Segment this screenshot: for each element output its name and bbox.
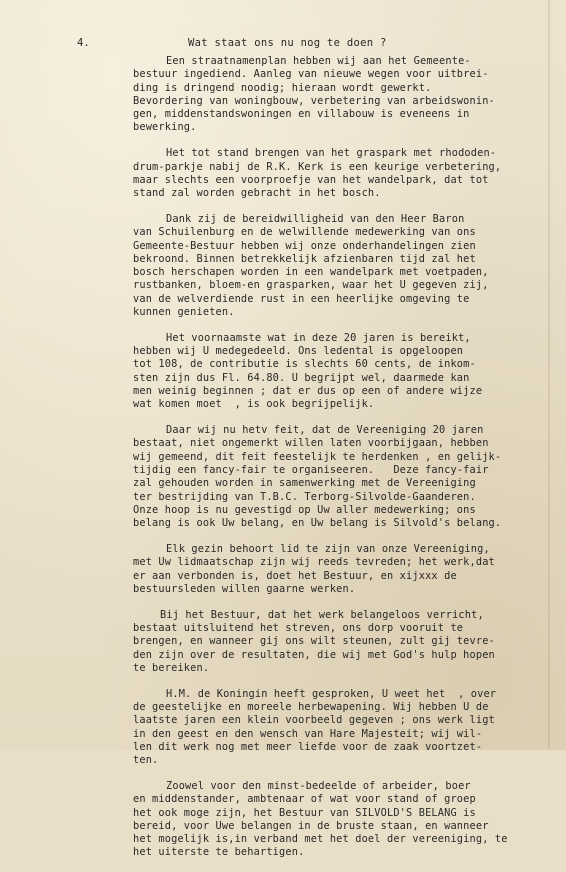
- text-line: wat komen moet , is ook begrijpelijk.: [133, 398, 375, 411]
- document-body: [133, 55, 553, 872]
- text-line: te bereiken.: [133, 661, 210, 674]
- paragraph: [133, 543, 553, 596]
- text-line: bestaat, niet ongemerkt willen laten voorbijgaan, hebben: [133, 437, 489, 450]
- text-line: er aan verbonden is, doet het Bestuur, en xijxxx de: [133, 569, 457, 582]
- text-line: het uiterste te behartigen.: [133, 846, 305, 859]
- paragraph: [133, 780, 553, 860]
- text-line: ten.: [133, 754, 159, 767]
- text-line: bosch herschapen worden in een wandelpark met voetpaden,: [133, 266, 489, 279]
- text-line: zal gehouden worden in samenwerking met de Vereeniging: [133, 477, 476, 490]
- text-line: stand zal worden gebracht in het bosch.: [133, 187, 381, 200]
- text-line: men weinig beginnen ; dat er dus op een of andere wijze: [133, 385, 483, 398]
- page-number: 4.: [77, 37, 90, 49]
- text-line: de geestelijke en moreele herbewapening. Wij hebben U de: [133, 700, 489, 713]
- text-line: hebben wij U medegedeeld. Ons ledental is opgeloopen: [133, 345, 464, 358]
- text-line: van de welverdiende rust in een heerlijke omgeving te: [133, 292, 470, 305]
- text-line: bewerking.: [133, 121, 197, 134]
- text-line: Het voornaamste wat in deze 20 jaren is bereikt,: [166, 331, 471, 344]
- text-line: bekroond. Binnen betrekkelijk afzienbaren tijd zal het: [133, 252, 476, 265]
- text-line: het mogelijk is,in verband met het doel der vereeniging, te: [133, 833, 508, 846]
- text-line: Dank zij de bereidwilligheid van den Heer Baron: [166, 212, 465, 225]
- text-line: Een straatnamenplan hebben wij aan het Gemeente-: [166, 55, 471, 67]
- text-line: laatste jaren een klein voorbeeld gegeven ; ons werk ligt: [133, 714, 495, 727]
- text-line: in den geest en den wensch van Hare Majesteit; wij wil-: [133, 727, 483, 740]
- text-line: het ook moge zijn, het Bestuur van SILVOLD'S BELANG is: [133, 806, 476, 819]
- text-line: Bij het Bestuur, dat het werk belangeloos verricht,: [160, 608, 484, 621]
- paragraph: [133, 147, 553, 200]
- text-line: sten zijn dus Fl. 64.80. U begrijpt wel, daarmede kan: [133, 371, 470, 384]
- text-line: ter bestrijding van T.B.C. Terborg-Silvolde-Gaanderen.: [133, 490, 476, 503]
- paragraph: [133, 609, 553, 675]
- text-line: Het tot stand brengen van het graspark met rhododen-: [166, 147, 497, 160]
- text-line: rustbanken, bloem-en grasparken, waar het U gegeven zij,: [133, 279, 489, 292]
- text-line: brengen, en wanneer gij ons wilt steunen, zult gij tevre-: [133, 635, 495, 648]
- text-line: len dit werk nog met meer liefde voor de zaak voortzet-: [133, 740, 483, 753]
- text-line: Gemeente-Bestuur hebben wij onze onderhandelingen zien: [133, 239, 476, 252]
- text-line: maar slechts een voorproefje van het wandelpark, dat tot: [133, 173, 489, 186]
- text-line: gen, middenstandswoningen en villabouw is eveneens in: [133, 108, 470, 121]
- text-line: drum-parkje nabij de R.K. Kerk is een keurige verbetering,: [133, 160, 502, 173]
- text-line: tijdig een fancy-fair te organiseeren. Deze fancy-fair: [133, 464, 489, 477]
- paragraph: [133, 213, 553, 319]
- text-line: van Schuilenburg en de welwillende medewerking van ons: [133, 226, 476, 239]
- paragraph: [133, 55, 553, 135]
- paragraph: [133, 688, 553, 768]
- text-line: ding is dringend noodig; hieraan wordt gewerkt.: [133, 81, 432, 94]
- text-line: Bevordering van woningbouw, verbetering van arbeidswonin-: [133, 94, 495, 107]
- text-line: wij gemeend, dit feit feestelijk te herdenken , en gelijk-: [133, 450, 502, 463]
- text-line: Daar wij nu hetv feit, dat de Vereeniging 20 jaren: [166, 424, 484, 437]
- text-line: kunnen genieten.: [133, 306, 235, 319]
- text-line: bestuursleden willen gaarne werken.: [133, 582, 356, 595]
- text-line: belang is ook Uw belang, en Uw belang is Silvold's belang.: [133, 517, 502, 530]
- paragraph: [133, 332, 553, 412]
- text-line: Zoowel voor den minst-bedeelde of arbeider, boer: [166, 779, 471, 792]
- text-line: den zijn over de resultaten, die wij met God's hulp hopen: [133, 648, 495, 661]
- page-heading: Wat staat ons nu nog te doen ?: [188, 37, 387, 49]
- paragraph: [133, 424, 553, 530]
- text-line: bereid, voor Uwe belangen in de bruste staan, en wanneer: [133, 819, 489, 832]
- text-line: bestuur ingediend. Aanleg van nieuwe wegen voor uitbrei-: [133, 68, 489, 81]
- text-line: en middenstander, ambtenaar of wat voor stand of groep: [133, 793, 476, 806]
- text-line: Onze hoop is nu gevestigd op Uw aller medewerking; ons: [133, 503, 476, 516]
- text-line: H.M. de Koningin heeft gesproken, U weet het , over: [166, 687, 497, 700]
- text-line: tot 108, de contributie is slechts 60 cents, de inkom-: [133, 358, 476, 371]
- text-line: bestaat uitsluitend het streven, ons dorp vooruit te: [133, 621, 464, 634]
- text-line: Elk gezin behoort lid te zijn van onze Vereeniging,: [166, 543, 490, 555]
- text-line: met Uw lidmaatschap zijn wij reeds tevreden; het werk,dat: [133, 556, 495, 569]
